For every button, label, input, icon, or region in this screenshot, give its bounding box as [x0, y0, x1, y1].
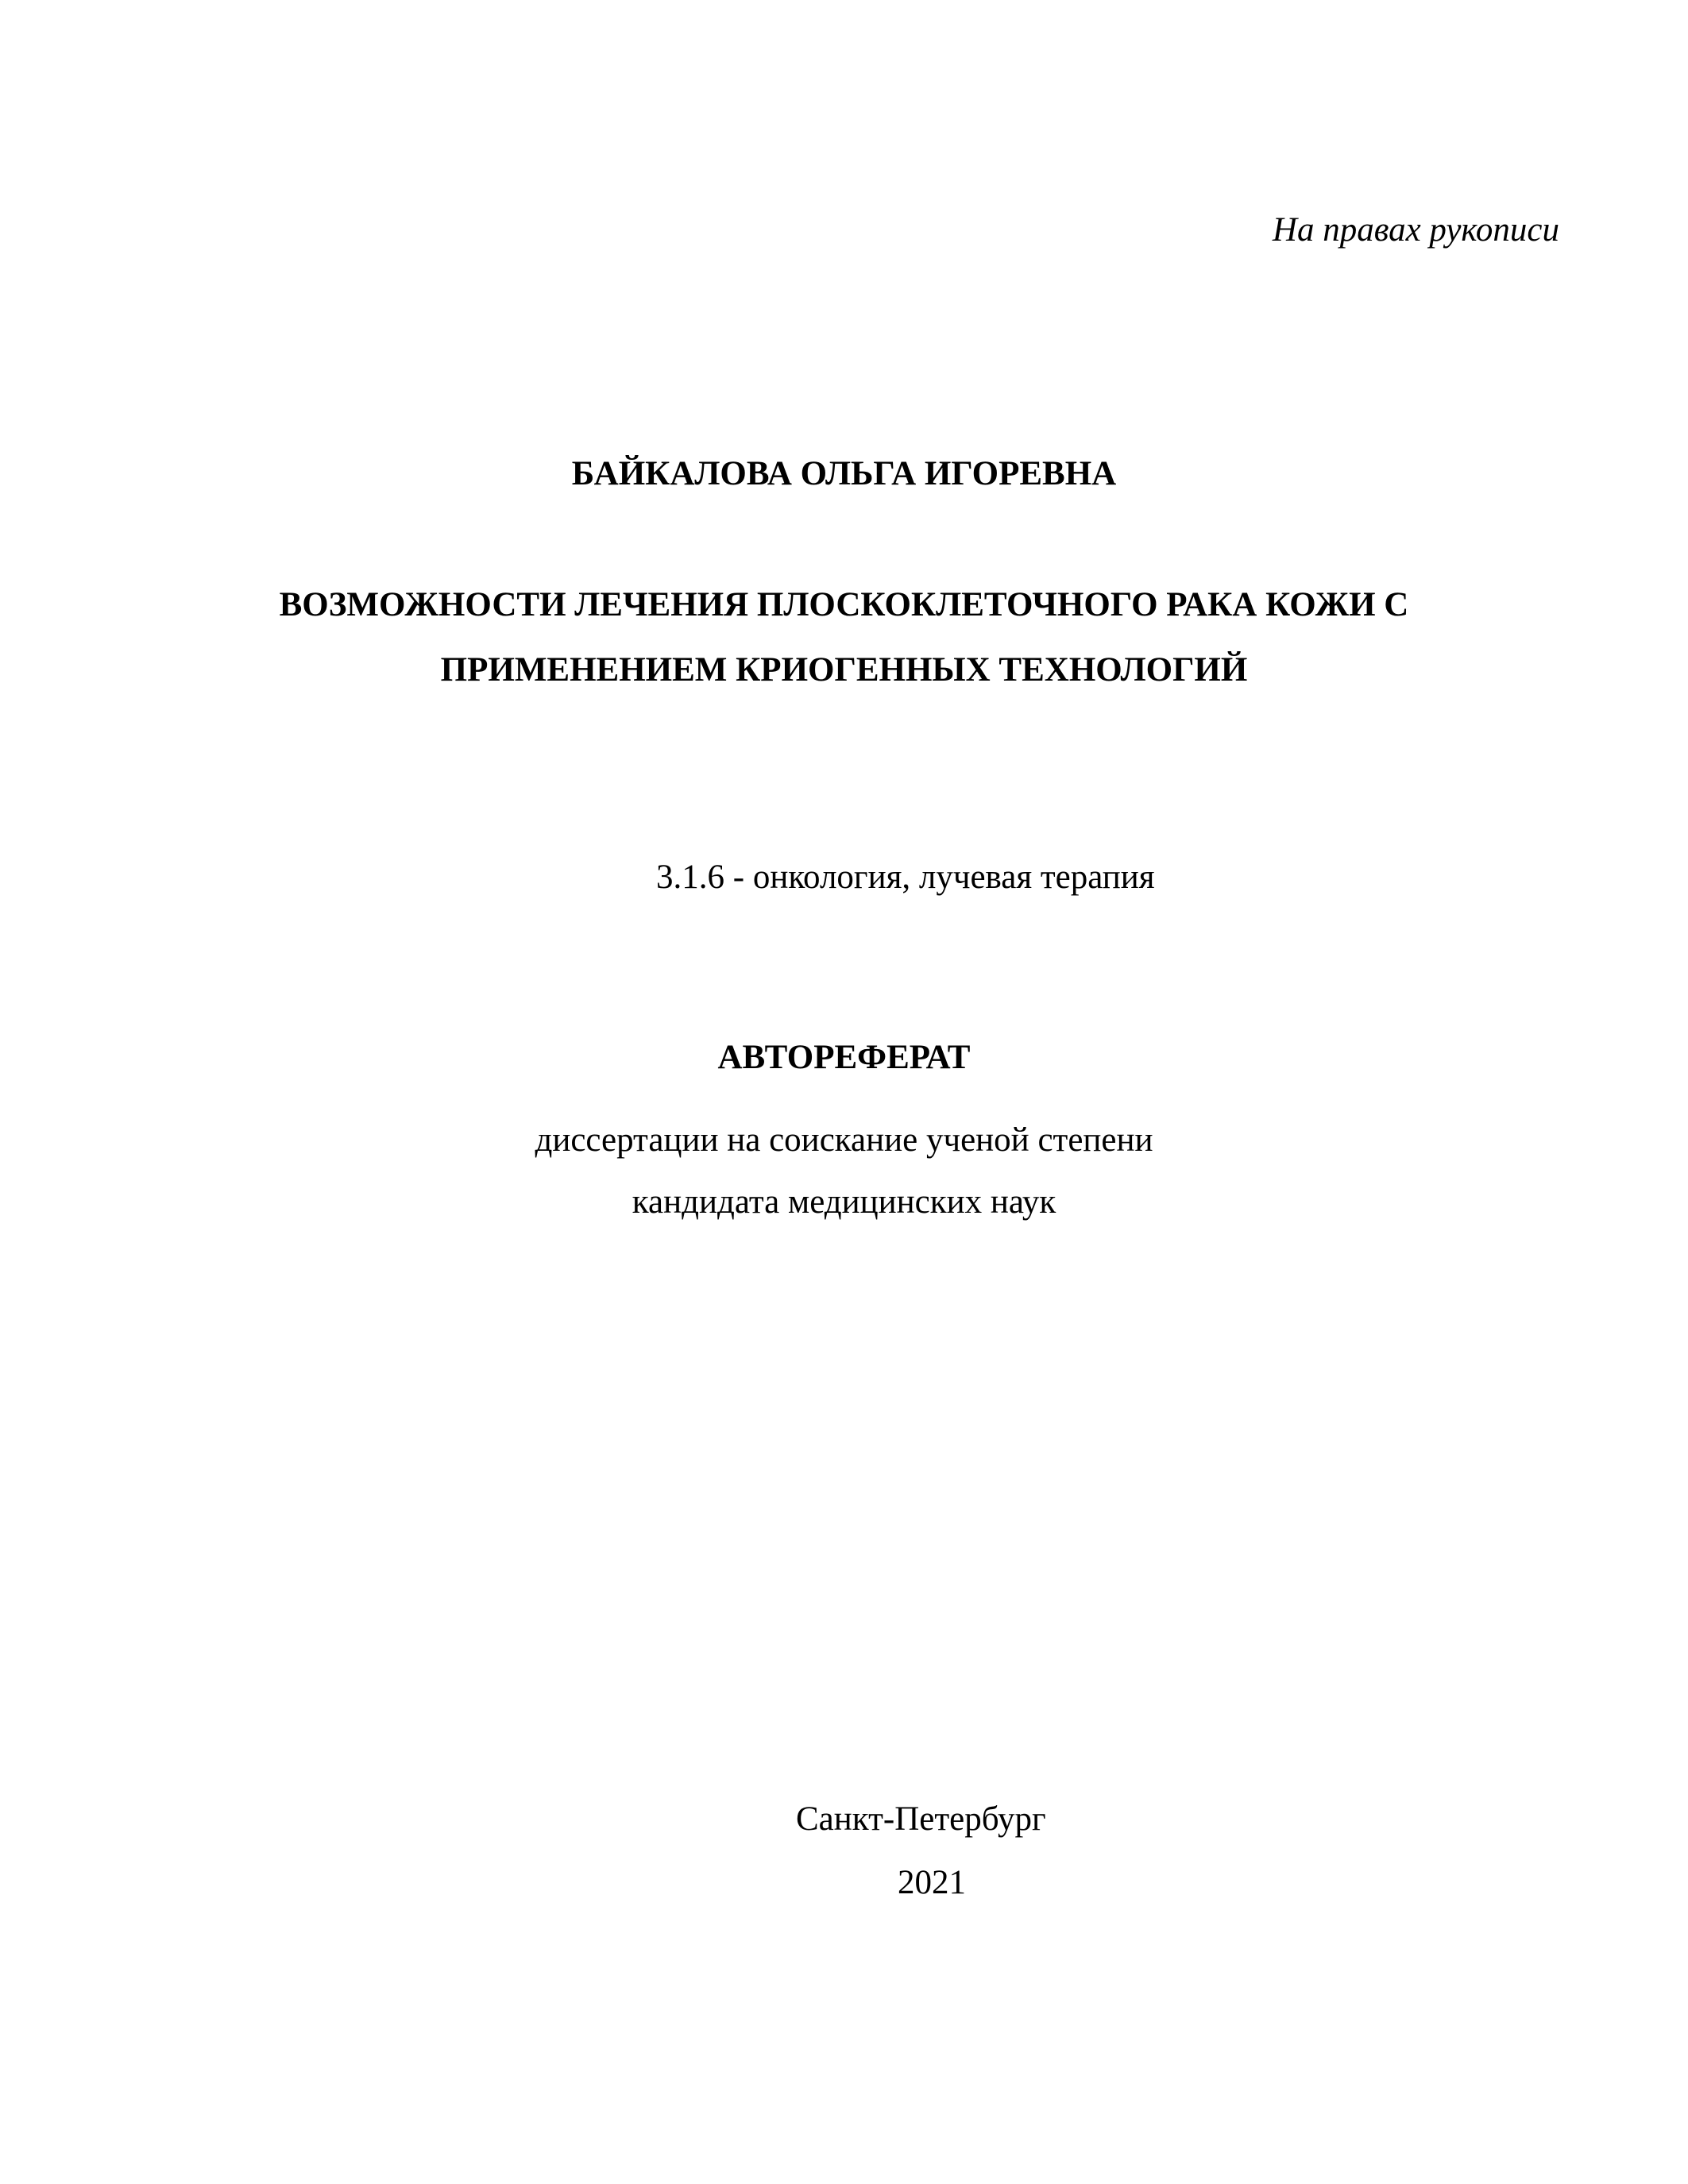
manuscript-rights-note: На правах рукописи	[1272, 211, 1559, 249]
document-type-heading: АВТОРЕФЕРАТ	[717, 1039, 971, 1076]
specialty-code: 3.1.6 - онкология, лучевая терапия	[656, 859, 1155, 896]
year: 2021	[898, 1864, 966, 1901]
city: Санкт-Петербург	[796, 1800, 1046, 1838]
thesis-title-line-1: ВОЗМОЖНОСТИ ЛЕЧЕНИЯ ПЛОСКОКЛЕТОЧНОГО РАКА КОЖИ С	[279, 586, 1409, 623]
degree-line-1: диссертации на соискание ученой степени	[535, 1121, 1153, 1159]
degree-line-2: кандидата медицинских наук	[632, 1183, 1056, 1221]
thesis-title-line-2: ПРИМЕНЕНИЕМ КРИОГЕННЫХ ТЕХНОЛОГИЙ	[440, 651, 1248, 689]
author-name: БАЙКАЛОВА ОЛЬГА ИГОРЕВНА	[571, 455, 1117, 492]
